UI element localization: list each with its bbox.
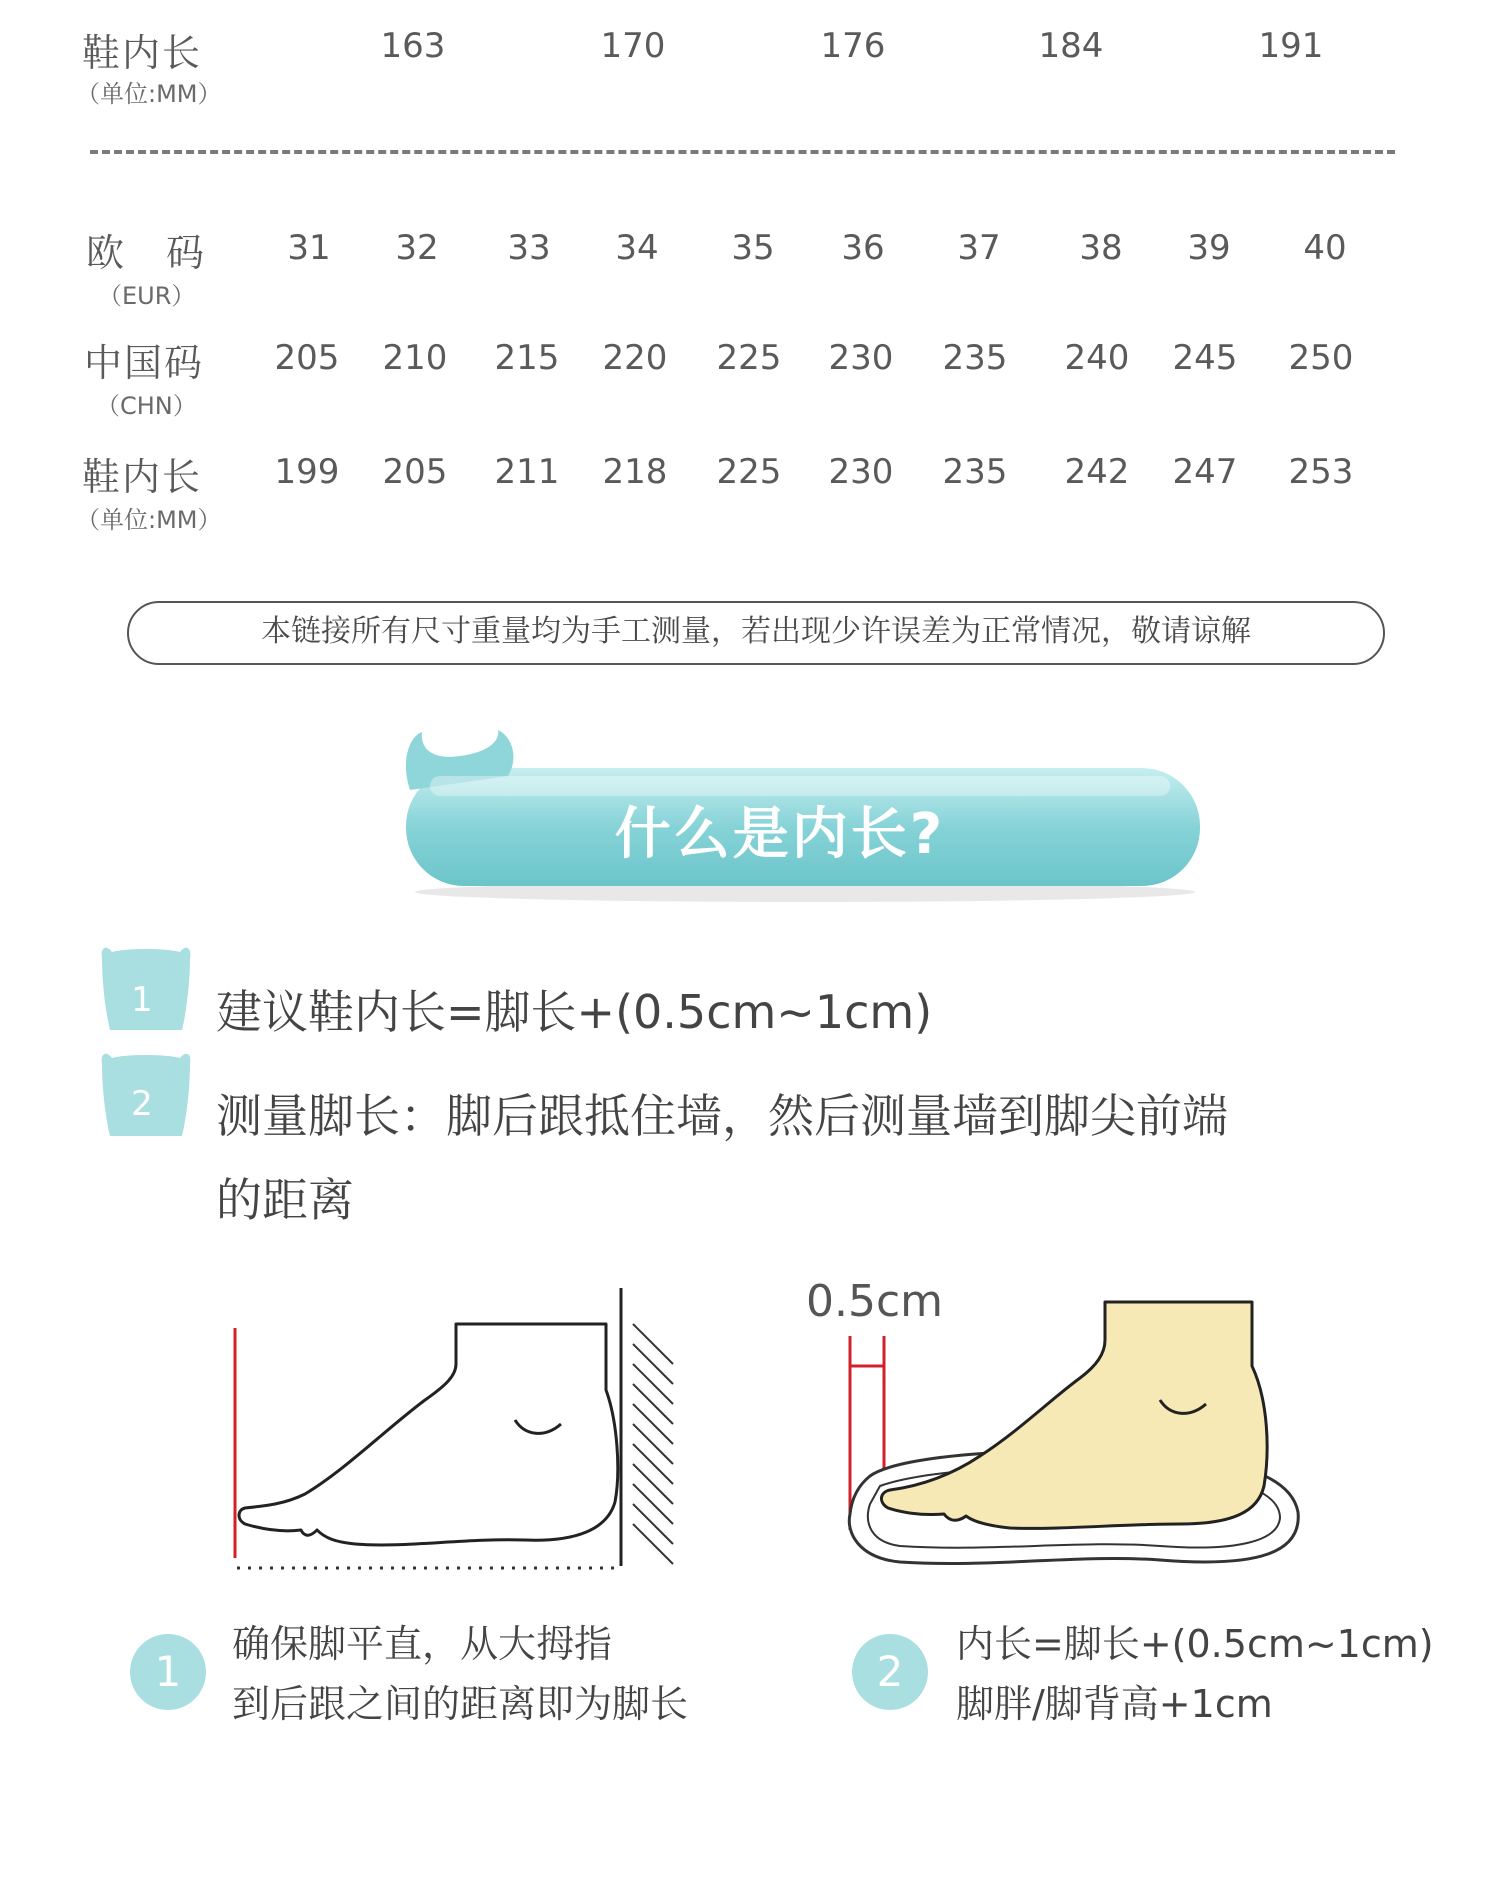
caption-line1: 内长=脚长+(0.5cm~1cm) — [956, 1622, 1434, 1666]
size-cell: 191 — [1258, 26, 1324, 66]
tip-text: 建议鞋内长=脚长+(0.5cm~1cm) — [216, 985, 933, 1039]
size-cell: 170 — [600, 26, 666, 66]
caption-line1: 确保脚平直，从大拇指 — [232, 1622, 613, 1666]
size-cell: 38 — [1079, 228, 1123, 268]
size-cell: 163 — [380, 26, 446, 66]
badge-number: 2 — [131, 1084, 153, 1124]
size-cell: 35 — [731, 228, 775, 268]
row-sublabel: （CHN） — [96, 392, 197, 420]
size-cell: 36 — [841, 228, 885, 268]
row-sublabel: （EUR） — [98, 282, 196, 310]
size-cell: 250 — [1288, 338, 1354, 378]
size-cell: 34 — [615, 228, 659, 268]
size-cell: 32 — [395, 228, 439, 268]
row-sublabel: （单位:MM） — [76, 80, 222, 108]
row-label: 中国码 — [84, 341, 205, 385]
size-cell: 225 — [716, 452, 782, 492]
row-label: 鞋内长 — [82, 31, 203, 75]
size-cell: 33 — [507, 228, 551, 268]
banner-title: 什么是内长? — [614, 802, 946, 867]
row-label: 欧 码 — [86, 231, 207, 275]
size-cell: 253 — [1288, 452, 1354, 492]
size-cell: 205 — [274, 338, 340, 378]
size-cell: 31 — [287, 228, 331, 268]
caption-line2: 到后跟之间的距离即为脚长 — [232, 1682, 689, 1726]
size-cell: 247 — [1172, 452, 1238, 492]
size-cell: 235 — [942, 338, 1008, 378]
size-cell: 230 — [828, 338, 894, 378]
size-cell: 218 — [602, 452, 668, 492]
dashed-divider — [90, 150, 1395, 154]
foot-against-wall-illustration — [225, 1280, 685, 1580]
tip-text-line1: 测量脚长：脚后跟抵住墙，然后测量墙到脚尖前端 — [216, 1089, 1228, 1143]
measure-label: 0.5cm — [806, 1276, 944, 1327]
size-cell: 220 — [602, 338, 668, 378]
size-cell: 37 — [957, 228, 1001, 268]
size-cell: 176 — [820, 26, 886, 66]
size-cell: 215 — [494, 338, 560, 378]
size-cell: 40 — [1303, 228, 1347, 268]
size-cell: 245 — [1172, 338, 1238, 378]
size-cell: 184 — [1038, 26, 1104, 66]
caption-line2: 脚胖/脚背高+1cm — [956, 1682, 1273, 1726]
size-cell: 199 — [274, 452, 340, 492]
size-cell: 39 — [1187, 228, 1231, 268]
caption-number-badge: 2 — [852, 1634, 928, 1710]
tip-text-line2: 的距离 — [216, 1173, 354, 1227]
size-cell: 235 — [942, 452, 1008, 492]
row-sublabel: （单位:MM） — [76, 506, 222, 534]
size-cell: 205 — [382, 452, 448, 492]
row-label: 鞋内长 — [82, 455, 203, 499]
size-cell: 240 — [1064, 338, 1130, 378]
size-cell: 225 — [716, 338, 782, 378]
foot-in-insole-illustration — [840, 1290, 1310, 1580]
size-cell: 242 — [1064, 452, 1130, 492]
measurement-notice: 本链接所有尺寸重量均为手工测量，若出现少许误差为正常情况，敬请谅解 — [127, 601, 1385, 665]
size-cell: 210 — [382, 338, 448, 378]
size-cell: 230 — [828, 452, 894, 492]
caption-number-badge: 1 — [130, 1634, 206, 1710]
badge-number: 1 — [131, 980, 153, 1020]
size-cell: 211 — [494, 452, 560, 492]
